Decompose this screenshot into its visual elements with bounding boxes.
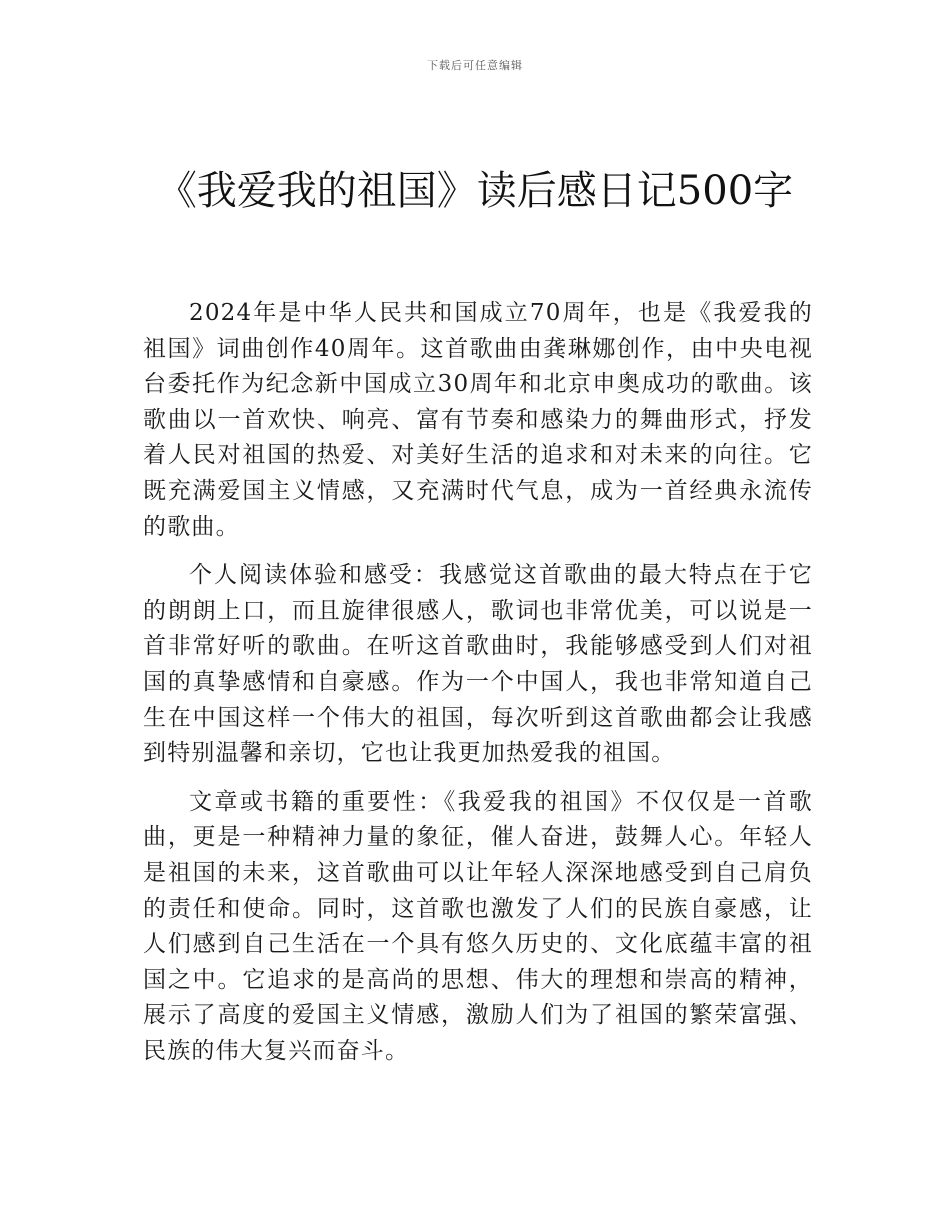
document-body bbox=[143, 296, 813, 1082]
paragraph-intro: 2024年是中华人民共和国成立70周年，也是《我爱我的祖国》词曲创作40周年。这首歌曲由龚琳娜创作，由中央电视台委托作为纪念新中国成立30周年和北京申奥成功的歌曲。该歌曲以一首欢快、响亮、富有节奏和感染力的舞曲形式，抒发着人民对祖国的热爱、对美好生活的追求和对未来的向往。它既充满爱国主义情感，又充满时代气息，成为一首经典永流传的歌曲。 bbox=[143, 300, 813, 540]
paragraph-personal-experience: 个人阅读体验和感受：我感觉这首歌曲的最大特点在于它的朗朗上口，而且旋律很感人，歌词也非常优美，可以说是一首非常好听的歌曲。在听这首歌曲时，我能够感受到人们对祖国的真挚感情和自豪感。作为一个中国人，我也非常知道自己生在中国这样一个伟大的祖国，每次听到这首歌曲都会让我感到特别温馨和亲切，它也让我更加热爱我的祖国。 bbox=[143, 562, 813, 767]
document-title: 《我爱我的祖国》读后感日记500字 bbox=[156, 168, 794, 214]
page-header-note: 下载后可任意编辑 bbox=[427, 59, 523, 72]
paragraph-importance: 文章或书籍的重要性：《我爱我的祖国》不仅仅是一首歌曲，更是一种精神力量的象征，催人奋进，鼓舞人心。年轻人是祖国的未来，这首歌曲可以让年轻人深深地感受到自己肩负的责任和使命。同时，这首歌也激发了人们的民族自豪感，让人们感到自己生活在一个具有悠久历史的、文化底蕴丰富的祖国之中。它追求的是高尚的思想、伟大的理想和崇高的精神，展示了高度的爱国主义情感，激励人们为了祖国的繁荣富强、民族的伟大复兴而奋斗。 bbox=[143, 788, 813, 1064]
